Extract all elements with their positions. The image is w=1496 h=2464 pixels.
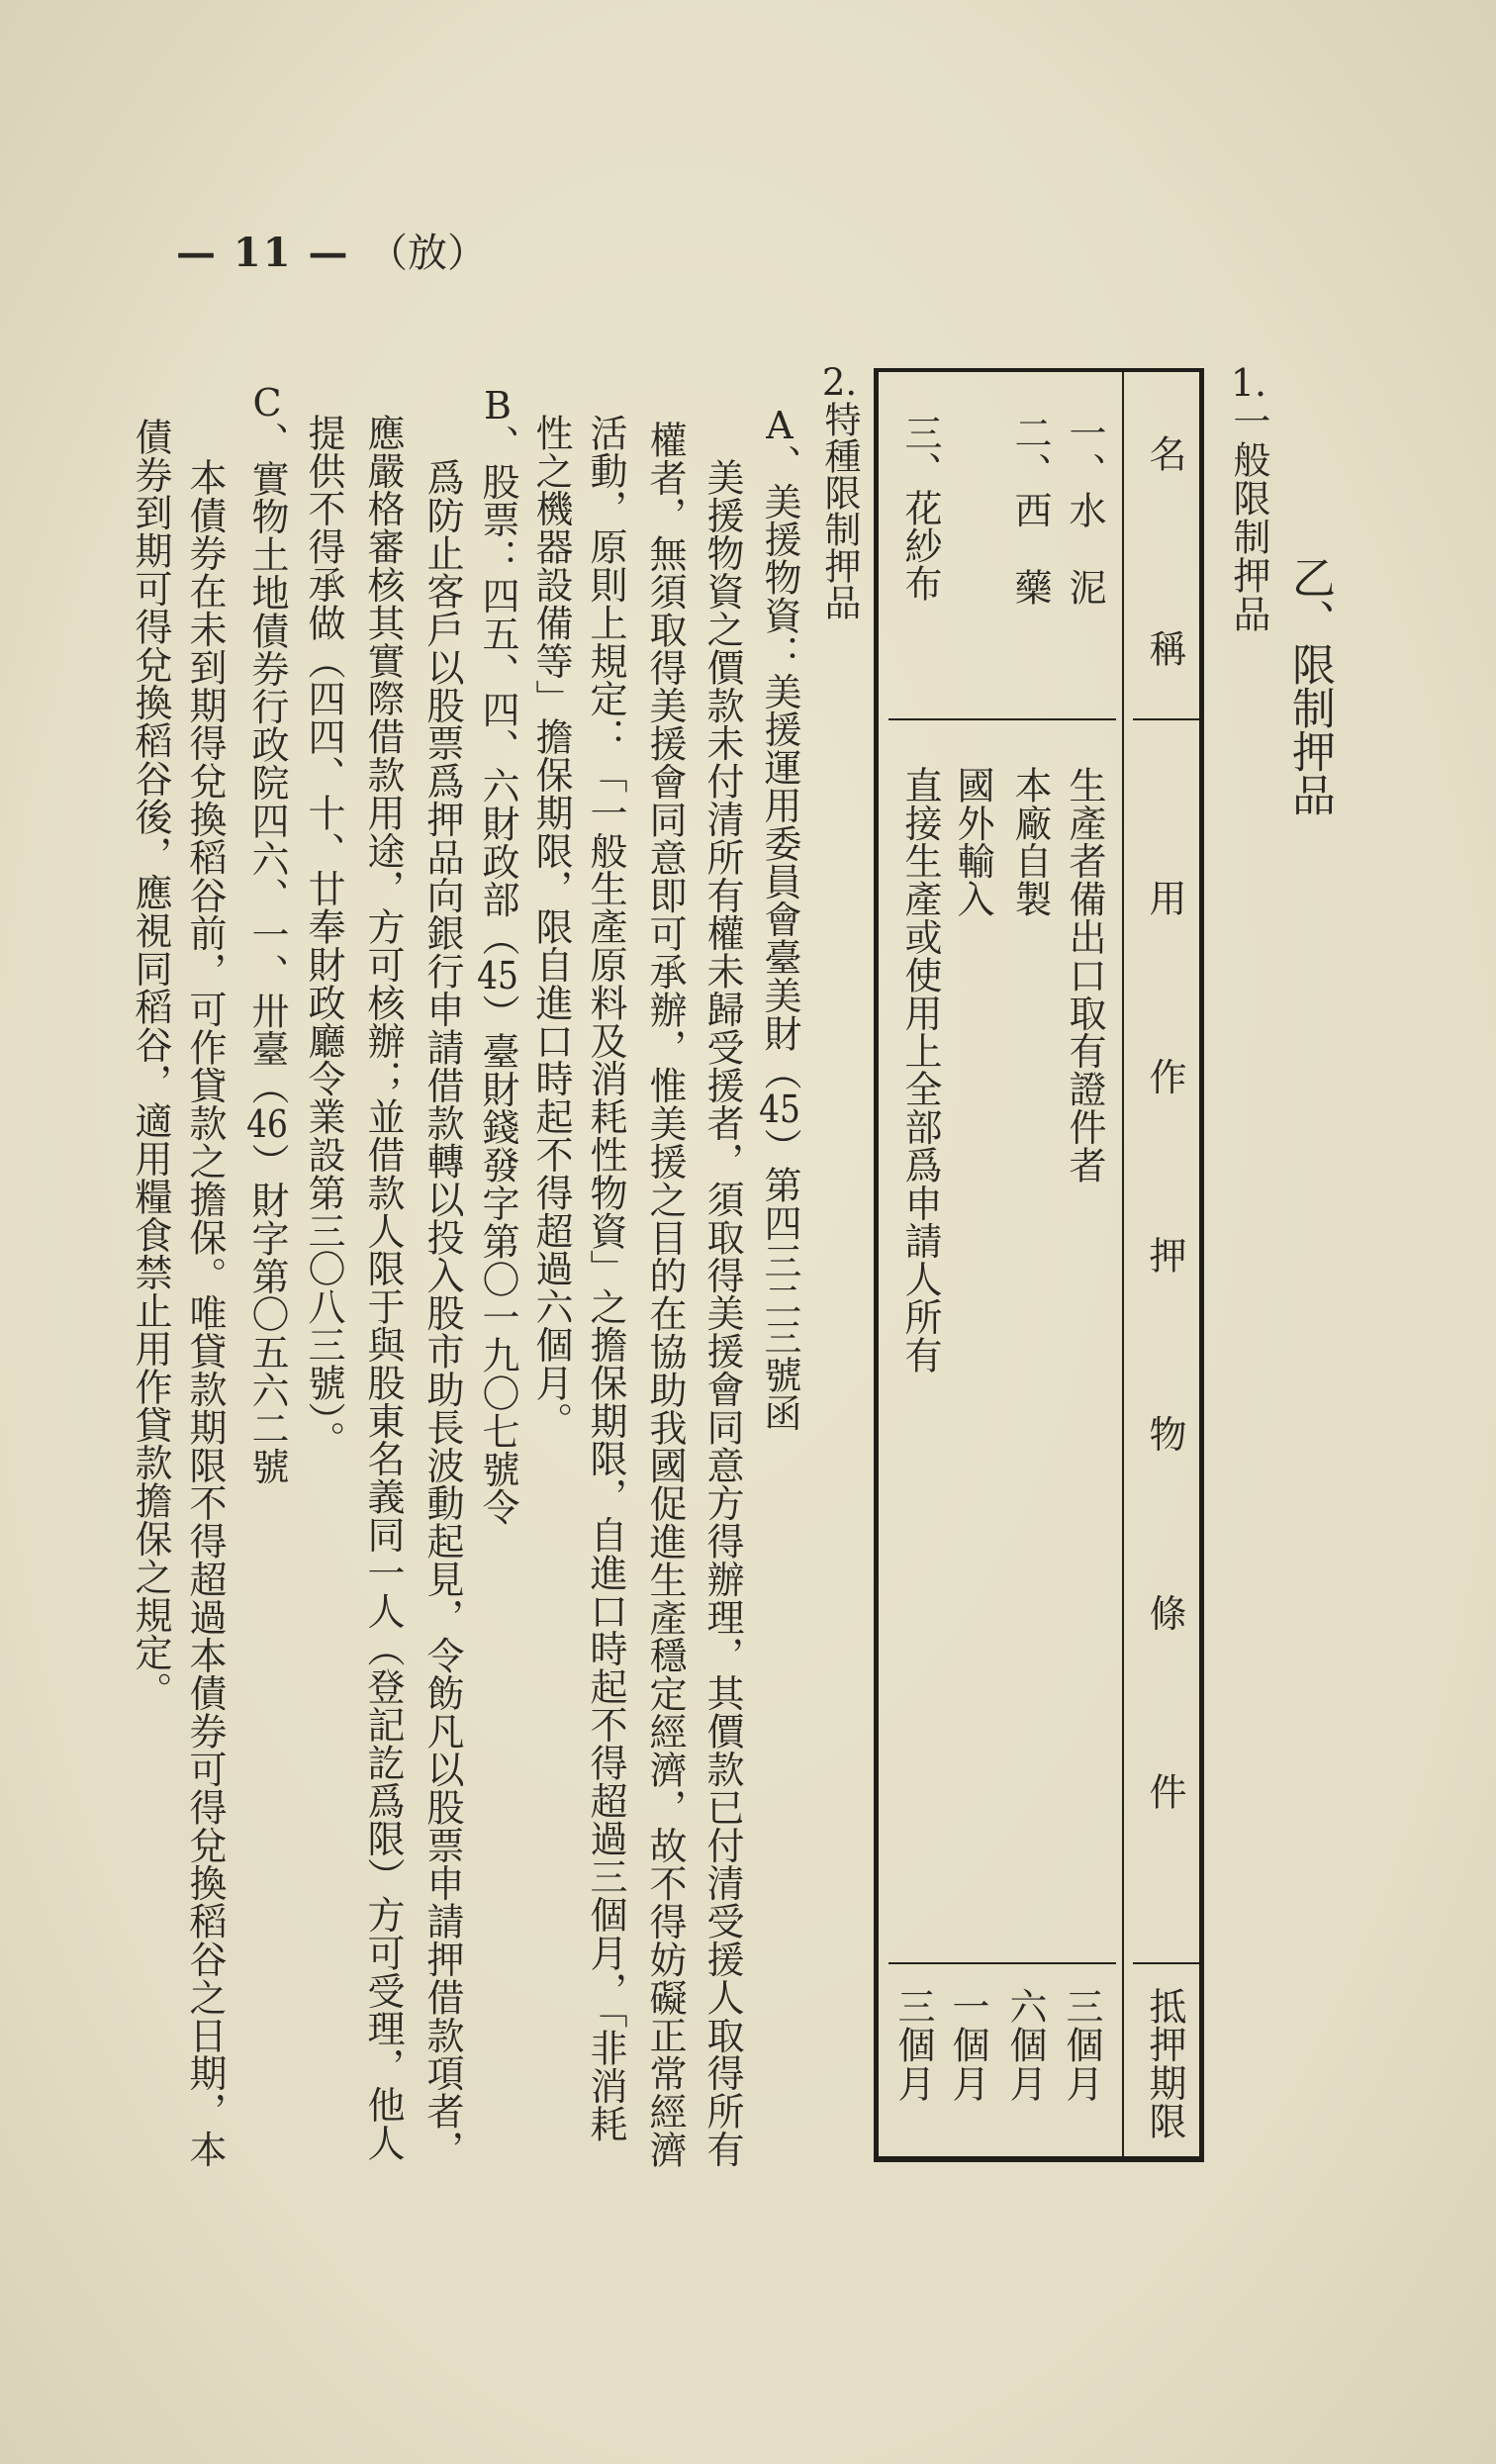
table-header-divider [1122, 372, 1124, 2156]
table-cell-condition: 本廠自製 [1008, 766, 1052, 918]
item-heading-text: ）第四三二三號函 [758, 1127, 801, 1433]
paragraph-line: 性之機器設備等」擔保期限，限自進口時起不得超過六個月。 [529, 414, 573, 1440]
paragraph-line: 本債券在未到期得兌換稻谷前，可作貸款之擔保。唯貸款期限不得超過本債券可得兌換稻谷之日期，本 [183, 458, 227, 2168]
collateral-table [874, 368, 1204, 2162]
page-number: — 11 — [176, 230, 350, 276]
item-a-heading [758, 407, 801, 1433]
table-cell-condition: 生產者備出口取有證件者 [1063, 766, 1106, 1185]
item-heading-number: 45 [759, 1090, 800, 1128]
item-heading-text: 、股票：四五、四、六財政部（ [476, 425, 519, 957]
table-cell-period: 六個月 [1003, 1987, 1047, 2103]
subsection-1-heading [1227, 364, 1270, 633]
subsection-2-number: 2. [821, 364, 858, 401]
item-heading-number: 45 [477, 956, 518, 995]
subsection-2-title: 特種限制押品 [818, 401, 861, 620]
paragraph-line: 美援物資之價款未付清所有權未歸受援者，須取得美援會同意方得辦理，其價款已付清受援人取得所有 [701, 458, 744, 2168]
page-tag: （放） [368, 231, 487, 276]
table-cell-condition: 國外輸入 [951, 766, 994, 918]
item-heading-text: 、美援物資：美援運用委員會臺美財（ [758, 444, 801, 1090]
table-cell-period: 三個月 [891, 1987, 935, 2103]
item-letter: C [252, 384, 282, 422]
item-letter: A [766, 407, 794, 444]
table-header-conditions: 用作押物條件 [1143, 879, 1186, 1951]
paragraph-line: 債券到期可得兌換稻谷後，應視同稻谷，適用糧食禁止用作貸款擔保之規定。 [129, 418, 172, 1710]
table-rule-conditions-period [888, 1962, 1116, 1964]
section-title: 乙、限制押品 [1284, 555, 1335, 816]
item-b-heading [476, 387, 519, 1527]
subsection-2-heading [818, 364, 861, 620]
table-cell-condition: 直接生產或使用上全部爲申請人所有 [898, 766, 942, 1374]
table-cell-name: 三、花紗布 [898, 414, 942, 602]
paragraph-line: 權者，無須取得美援會同意即可承辦，惟美援之目的在協助我國促進生產穩定經濟，故不得妨礙正常經濟 [643, 421, 687, 2169]
subsection-1-title: 一般限制押品 [1227, 402, 1270, 633]
item-heading-number: 46 [246, 1105, 288, 1144]
item-c-heading [245, 384, 289, 1485]
table-rule-name-conditions [888, 718, 1116, 720]
item-letter: B [484, 387, 512, 425]
table-cell-name: 一、水 泥 [1063, 414, 1106, 607]
item-heading-text: 、實物土地債券行政院四六、一、卅臺（ [245, 422, 289, 1106]
subsection-1-number: 1. [1230, 364, 1267, 402]
table-cell-name: 二、西 藥 [1008, 414, 1052, 607]
table-header-period: 抵押期限 [1143, 1987, 1186, 2140]
table-header-name: 名稱 [1143, 434, 1186, 824]
paragraph-line: 提供不得承做（四四、十、廿奉財政廳令業設第三〇八三號）。 [302, 414, 345, 1460]
paragraph-line: 爲防止客戶以股票爲押品向銀行申請借款轉以投入股市助長波動起見，令飭凡以股票申請押借款項者， [421, 458, 464, 2168]
table-cell-period: 一個月 [946, 1987, 989, 2103]
paragraph-line: 應嚴格審核其實際借款用途，方可核辦；並借款人限于與股東名義同一人（登記訖爲限）方可受理，他人 [361, 414, 405, 2162]
item-heading-text: ）臺財錢發字第〇一九〇七號令 [476, 994, 519, 1527]
table-cell-period: 三個月 [1060, 1987, 1103, 2103]
item-heading-text: ）財字第〇五六二號 [245, 1143, 289, 1485]
table-rule-header-2 [1133, 1962, 1199, 1964]
paragraph-line: 活動，原則上規定：「一般生產原料及消耗性物資」之擔保期限，自進口時起不得超過三個月，「非消耗 [584, 414, 627, 2143]
